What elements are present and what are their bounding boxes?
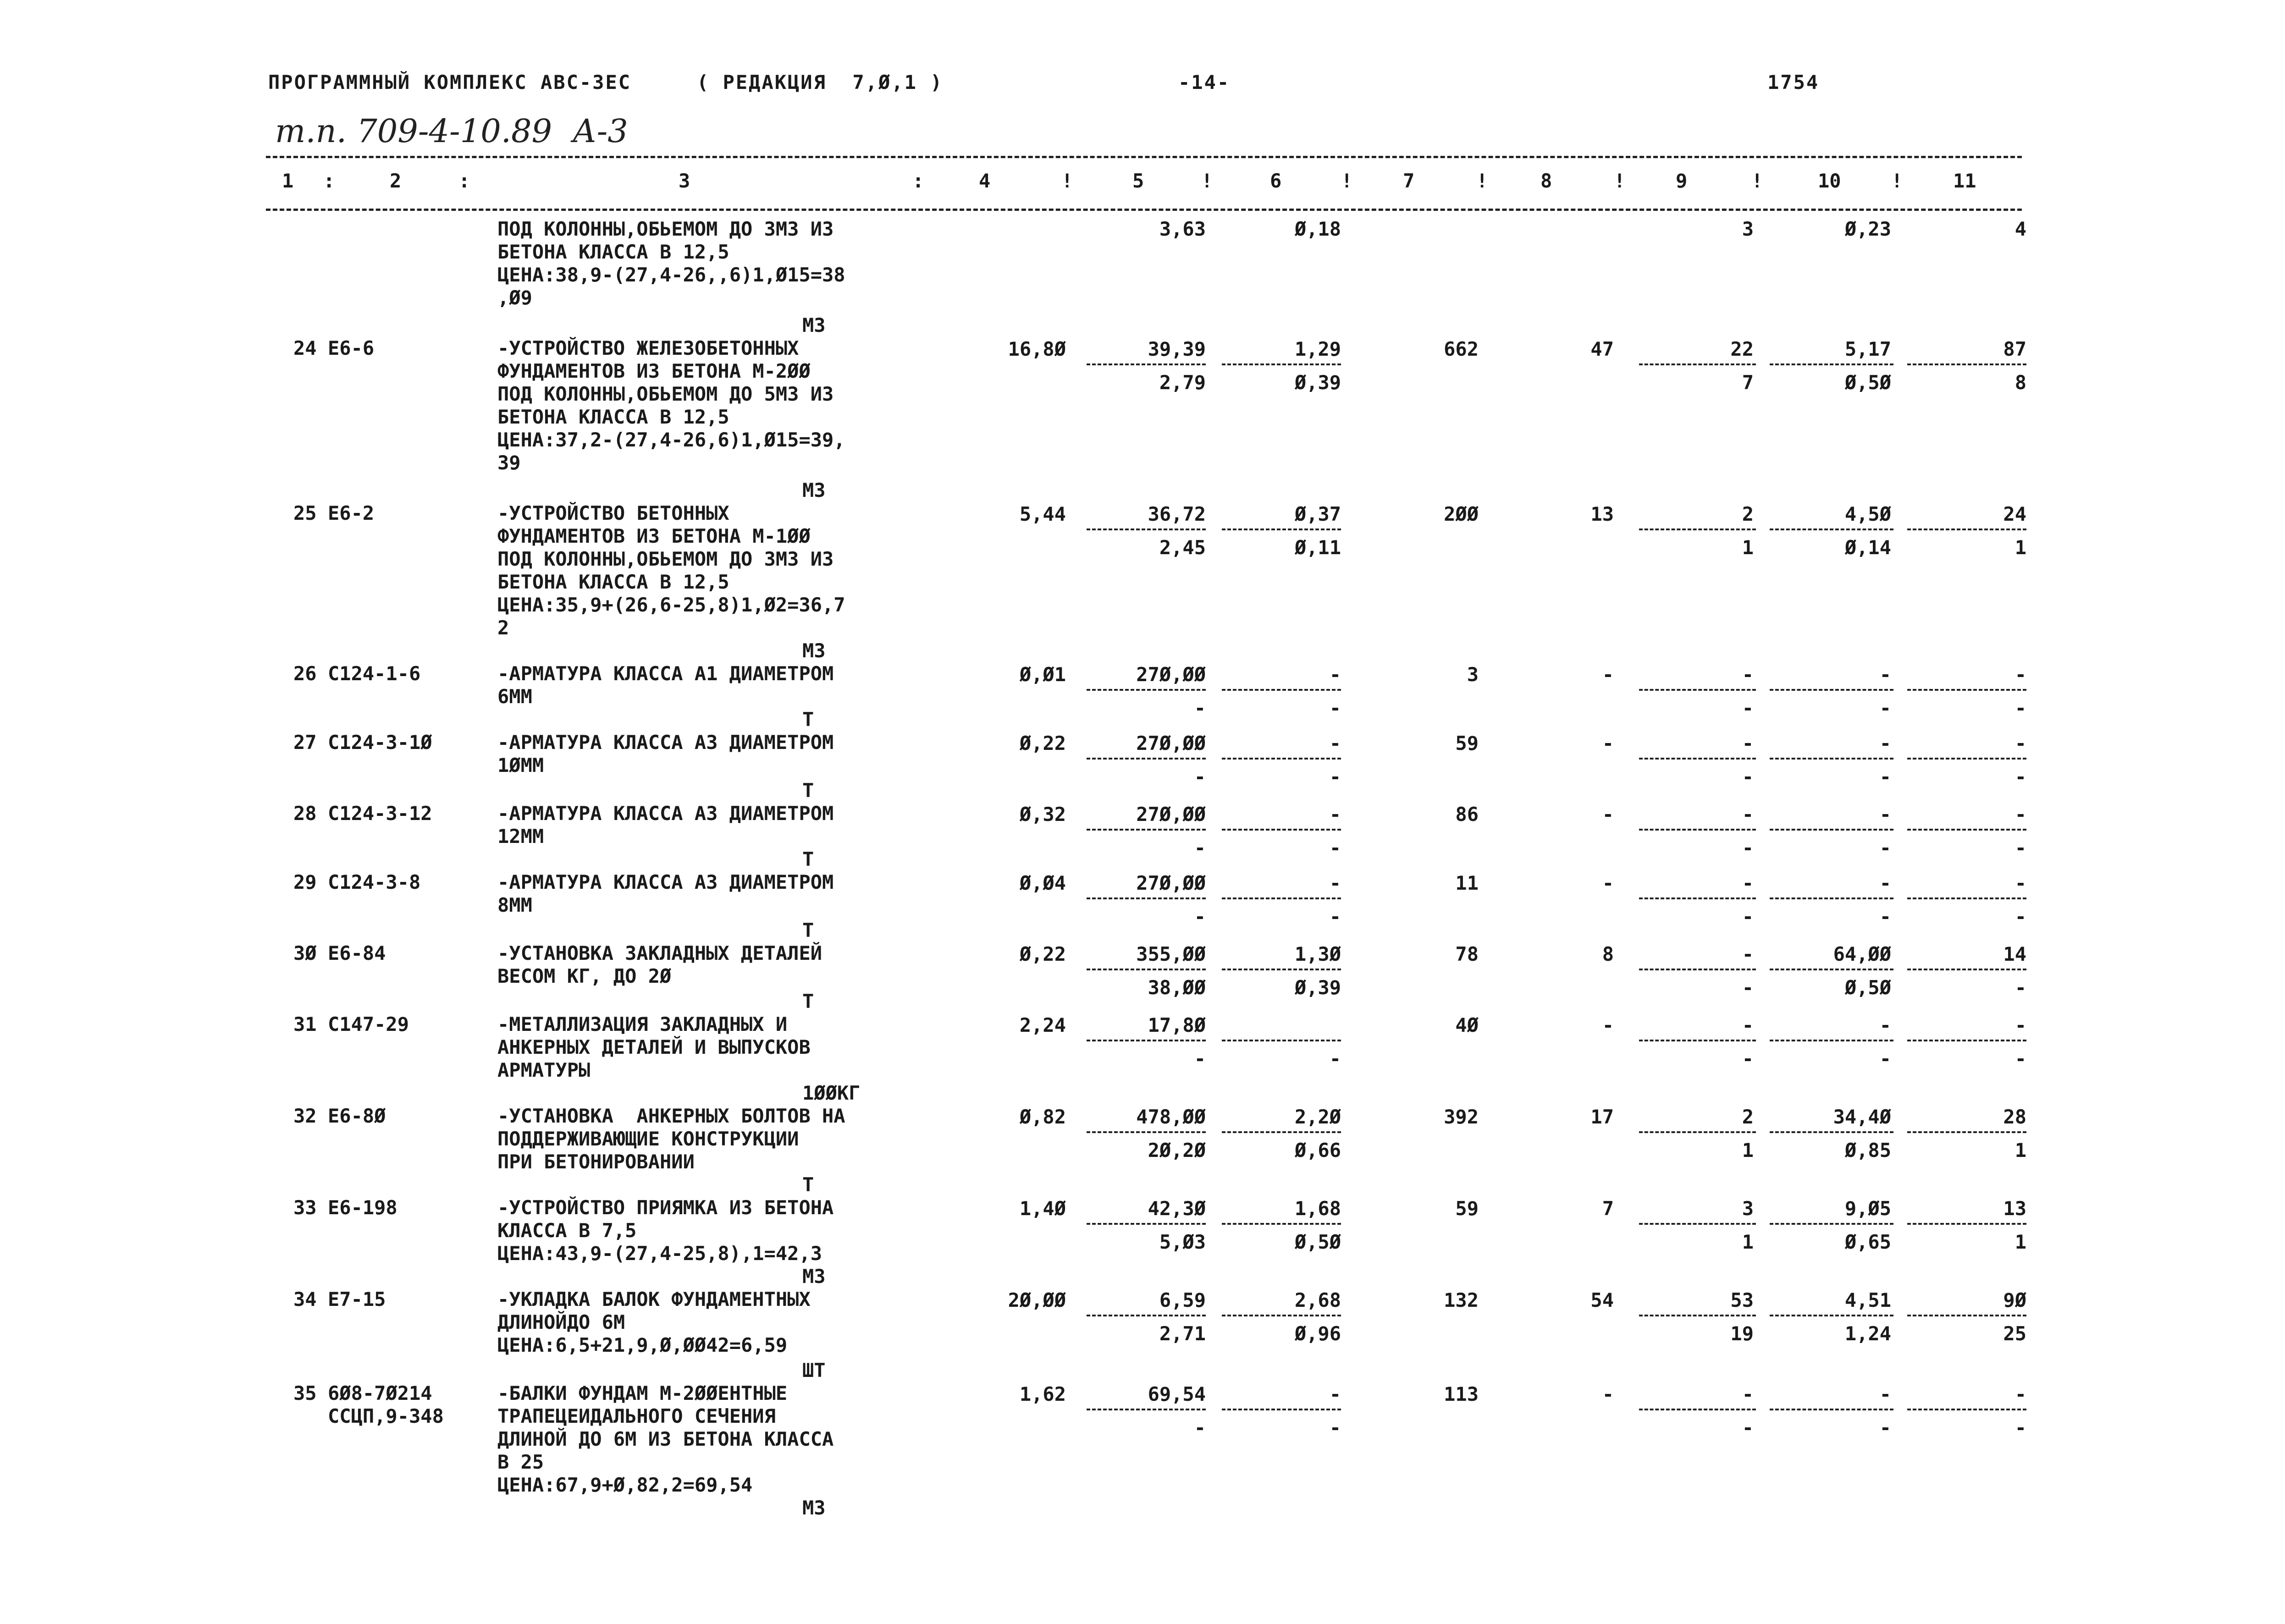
column-header-14: 8 [1540, 170, 1552, 192]
column-header-17: ! [1751, 170, 1763, 192]
value-divider [1907, 1409, 2026, 1410]
row-description: -БАЛКИ ФУНДАМ М-2ØØЕНТНЫЕ ТРАПЕЦЕИДАЛЬНОГО СЕЧЕНИЯ ДЛИНОЙ ДО 6М ИЗ БЕТОНА КЛАССА В 25 ЦЕНА:67,9+Ø,82,2=69,54 [497, 1382, 834, 1496]
value-c9: - [1742, 1383, 1754, 1405]
row-number: 32 [293, 1105, 317, 1127]
value-c10: 34,4Ø [1833, 1106, 1891, 1128]
value-c8: 47 [1590, 338, 1614, 360]
value-divider [1907, 969, 2026, 970]
value-divider [1222, 1223, 1341, 1225]
sub-value-c5: 38,ØØ [1148, 976, 1206, 999]
value-c7: 113 [1444, 1383, 1479, 1405]
row-description: -АРМАТУРА КЛАССА А1 ДИАМЕТРОМ 6ММ [497, 662, 834, 708]
unit-label: М3 [802, 1497, 826, 1519]
sub-value-c9: - [1742, 905, 1754, 928]
unit-label: Т [802, 848, 814, 870]
value-c9: 3 [1742, 1197, 1754, 1220]
sub-value-c5: 2,71 [1159, 1322, 1206, 1345]
value-c4: Ø,Ø4 [1019, 872, 1066, 894]
row-code: Е7-15 [328, 1288, 386, 1310]
sub-value-c6: Ø,66 [1294, 1139, 1341, 1162]
sub-value-c11: - [2015, 1047, 2026, 1070]
value-c8: 17 [1590, 1106, 1614, 1128]
value-c6: - [1329, 732, 1341, 754]
row-description: -УСТАНОВКА АНКЕРНЫХ БОЛТОВ НА ПОДДЕРЖИВАЮЩИЕ КОНСТРУКЦИИ ПРИ БЕТОНИРОВАНИИ [497, 1105, 845, 1173]
sub-value-c6: Ø,96 [1294, 1322, 1341, 1345]
row-number: 33 [293, 1196, 317, 1219]
value-c8: - [1602, 872, 1614, 894]
value-c4: 1,4Ø [1019, 1197, 1066, 1220]
column-header-16: 9 [1676, 170, 1688, 192]
value-divider [1770, 829, 1893, 831]
value-divider [1639, 528, 1756, 530]
value-c4: 1,62 [1019, 1383, 1066, 1405]
sub-value-c5: 2,45 [1159, 536, 1206, 559]
value-c8: - [1602, 803, 1614, 826]
sub-value-c5: 3,63 [1159, 218, 1206, 240]
value-divider [1087, 1131, 1206, 1133]
unit-label: Т [802, 779, 814, 802]
sub-value-c11: - [2015, 697, 2026, 719]
row-code: Е6-8Ø [328, 1105, 386, 1127]
value-c11: 13 [2003, 1197, 2026, 1220]
value-c5: 27Ø,ØØ [1136, 872, 1206, 894]
sub-value-c9: - [1742, 1047, 1754, 1070]
value-c8: 8 [1602, 943, 1614, 965]
value-divider [1770, 1040, 1893, 1041]
sub-value-c10: - [1879, 1047, 1891, 1070]
sub-value-c9: 3 [1742, 218, 1754, 240]
value-divider [1907, 829, 2026, 831]
value-c7: 4Ø [1455, 1014, 1479, 1036]
column-header-5: : [912, 170, 924, 192]
value-divider [1770, 689, 1893, 691]
value-c10: 4,51 [1844, 1289, 1891, 1311]
sub-value-c5: - [1194, 837, 1206, 859]
value-c4: 2Ø,ØØ [1008, 1289, 1066, 1311]
sub-value-c11: - [2015, 765, 2026, 788]
value-divider [1639, 363, 1756, 365]
value-c11: - [2015, 872, 2026, 894]
value-c9: 2 [1742, 503, 1754, 525]
value-c6: 2,2Ø [1294, 1106, 1341, 1128]
value-c11: - [2015, 1383, 2026, 1405]
row-number: 35 [293, 1382, 317, 1404]
value-c7: 59 [1455, 1197, 1479, 1220]
unit-label: Т [802, 919, 814, 941]
row-number: 34 [293, 1288, 317, 1310]
sub-value-c6: Ø,39 [1294, 371, 1341, 394]
column-header-20: 11 [1953, 170, 1976, 192]
value-divider [1222, 1131, 1341, 1133]
sub-value-c9: 19 [1730, 1322, 1754, 1345]
value-c11: 14 [2003, 943, 2026, 965]
sub-value-c6: - [1329, 1047, 1341, 1070]
sub-value-c5: - [1194, 697, 1206, 719]
value-c4: Ø,22 [1019, 732, 1066, 754]
row-number: 29 [293, 871, 317, 893]
value-c5: 17,8Ø [1148, 1014, 1206, 1036]
value-divider [1222, 689, 1341, 691]
value-divider [1087, 1409, 1206, 1410]
value-c11: - [2015, 803, 2026, 826]
sub-value-c9: 7 [1742, 371, 1754, 394]
value-divider [1907, 758, 2026, 760]
value-divider [1222, 969, 1341, 970]
sub-value-c5: 2Ø,2Ø [1148, 1139, 1206, 1162]
row-number: 31 [293, 1013, 317, 1035]
value-c4: Ø,22 [1019, 943, 1066, 965]
sub-value-c10: - [1879, 1416, 1891, 1439]
sub-value-c5: - [1194, 1416, 1206, 1439]
value-divider [1770, 1223, 1893, 1225]
value-divider [1639, 1223, 1756, 1225]
column-header-2: 2 [390, 170, 402, 192]
sub-value-c9: - [1742, 697, 1754, 719]
value-divider [1907, 1315, 2026, 1316]
unit-label: Т [802, 1173, 814, 1196]
row-code: С147-29 [328, 1013, 409, 1035]
row-description: -АРМАТУРА КЛАССА А3 ДИАМЕТРОМ 8ММ [497, 871, 834, 916]
value-c6: 1,68 [1294, 1197, 1341, 1220]
value-c6: - [1329, 872, 1341, 894]
sub-value-c10: - [1879, 837, 1891, 859]
document-number: 1754 [1767, 71, 1820, 94]
unit-label: М3 [802, 314, 826, 336]
value-divider [1770, 897, 1893, 899]
sub-value-c11: 25 [2003, 1322, 2026, 1345]
value-c9: 2 [1742, 1106, 1754, 1128]
row-code: Е6-84 [328, 942, 386, 964]
value-c4: Ø,32 [1019, 803, 1066, 826]
sub-value-c5: - [1194, 1047, 1206, 1070]
value-c7: 59 [1455, 732, 1479, 754]
row-number: 28 [293, 802, 317, 825]
sub-value-c6: - [1329, 765, 1341, 788]
sub-value-c9: - [1742, 1416, 1754, 1439]
value-c9: 22 [1730, 338, 1754, 360]
value-c4: Ø,Ø1 [1019, 663, 1066, 686]
value-c7: 86 [1455, 803, 1479, 826]
value-c10: 64,ØØ [1833, 943, 1891, 965]
column-header-10: 6 [1270, 170, 1282, 192]
value-divider [1770, 528, 1893, 530]
value-c9: - [1742, 872, 1754, 894]
sub-value-c11: 1 [2015, 1139, 2026, 1162]
value-c7: 662 [1444, 338, 1479, 360]
value-c5: 36,72 [1148, 503, 1206, 525]
value-divider [1222, 829, 1341, 831]
value-c9: - [1742, 732, 1754, 754]
value-divider [1222, 897, 1341, 899]
sub-value-c5: 2,79 [1159, 371, 1206, 394]
sub-value-c10: Ø,23 [1844, 218, 1891, 240]
value-divider [1639, 1131, 1756, 1133]
sub-value-c11: 1 [2015, 536, 2026, 559]
value-c6: 1,29 [1294, 338, 1341, 360]
value-divider [1639, 829, 1756, 831]
value-c5: 6,59 [1159, 1289, 1206, 1311]
column-header-3: : [458, 170, 470, 192]
value-divider [1907, 1131, 2026, 1133]
column-header-6: 4 [979, 170, 991, 192]
value-divider [1770, 1131, 1893, 1133]
unit-label: М3 [802, 639, 826, 662]
value-c10: - [1879, 1014, 1891, 1036]
sub-value-c10: Ø,14 [1844, 536, 1891, 559]
sub-value-c10: - [1879, 697, 1891, 719]
program-title: ПРОГРАММНЫЙ КОМПЛЕКС АВС-3ЕС [268, 71, 632, 94]
row-number: 27 [293, 731, 317, 754]
value-c10: 9,Ø5 [1844, 1197, 1891, 1220]
column-header-4: 3 [679, 170, 690, 192]
value-c10: - [1879, 803, 1891, 826]
page-number: -14- [1178, 71, 1231, 94]
value-divider [1222, 1315, 1341, 1316]
value-c8: 54 [1590, 1289, 1614, 1311]
value-divider [1222, 1409, 1341, 1410]
row-description: -УСТРОЙСТВО ПРИЯМКА ИЗ БЕТОНА КЛАССА В 7,5 ЦЕНА:43,9-(27,4-25,8),1=42,3 [497, 1196, 834, 1265]
value-c11: - [2015, 1014, 2026, 1036]
value-divider [1087, 528, 1206, 530]
sub-value-c9: - [1742, 765, 1754, 788]
value-divider [1770, 969, 1893, 970]
value-c8: - [1602, 1014, 1614, 1036]
unit-label: Т [802, 708, 814, 731]
row-description: -УСТРОЙСТВО ЖЕЛЕЗОБЕТОННЫХ ФУНДАМЕНТОВ ИЗ БЕТОНА М-2ØØ ПОД КОЛОННЫ,ОБЬЕМОМ ДО 5М3 ИЗ БЕТОНА КЛАССА В 12,5 ЦЕНА:37,2-(27,4-26,6)1,Ø15=39, 39 [497, 337, 845, 474]
sub-value-c6: - [1329, 697, 1341, 719]
value-divider [1639, 1315, 1756, 1316]
value-c8: - [1602, 732, 1614, 754]
row-description: -УКЛАДКА БАЛОК ФУНДАМЕНТНЫХ ДЛИНОЙДО 6М ЦЕНА:6,5+21,9,Ø,ØØ42=6,59 [497, 1288, 811, 1356]
value-c11: 9Ø [2003, 1289, 2026, 1311]
sub-value-c9: 1 [1742, 1231, 1754, 1253]
row-description: -МЕТАЛЛИЗАЦИЯ ЗАКЛАДНЫХ И АНКЕРНЫХ ДЕТАЛЕЙ И ВЫПУСКОВ АРМАТУРЫ [497, 1013, 811, 1081]
value-divider [1087, 969, 1206, 970]
value-divider [1770, 1409, 1893, 1410]
sub-value-c11: - [2015, 905, 2026, 928]
value-divider [1770, 758, 1893, 760]
value-c7: 3 [1467, 663, 1479, 686]
value-c6: Ø,37 [1294, 503, 1341, 525]
sub-value-c10: 1,24 [1844, 1322, 1891, 1345]
value-c4: 2,24 [1019, 1014, 1066, 1036]
row-description: -АРМАТУРА КЛАССА А3 ДИАМЕТРОМ 12ММ [497, 802, 834, 848]
value-c9: - [1742, 1014, 1754, 1036]
sub-value-c6: Ø,5Ø [1294, 1231, 1341, 1253]
sub-value-c6: Ø,39 [1294, 976, 1341, 999]
value-divider [1770, 1315, 1893, 1316]
row-code: С124-1-6 [328, 662, 421, 685]
unit-label: ШТ [802, 1359, 826, 1382]
sub-value-c5: - [1194, 905, 1206, 928]
row-description: -УСТРОЙСТВО БЕТОННЫХ ФУНДАМЕНТОВ ИЗ БЕТОНА М-1ØØ ПОД КОЛОННЫ,ОБЬЕМОМ ДО 3М3 ИЗ БЕТОНА КЛАССА В 12,5 ЦЕНА:35,9+(26,6-25,8)1,Ø2=36,7 2 [497, 502, 845, 639]
value-c5: 478,ØØ [1136, 1106, 1206, 1128]
column-header-8: 5 [1132, 170, 1144, 192]
value-c10: - [1879, 663, 1891, 686]
value-c4: Ø,82 [1019, 1106, 1066, 1128]
value-c9: - [1742, 803, 1754, 826]
row-code: Е6-2 [328, 502, 375, 524]
column-header-15: ! [1614, 170, 1626, 192]
value-c5: 42,3Ø [1148, 1197, 1206, 1220]
value-c8: 13 [1590, 503, 1614, 525]
value-divider [1907, 1223, 2026, 1225]
sub-value-c11: - [2015, 976, 2026, 999]
value-c7: 392 [1444, 1106, 1479, 1128]
value-c8: - [1602, 663, 1614, 686]
value-divider [1639, 897, 1756, 899]
row-number: 26 [293, 662, 317, 685]
value-c5: 69,54 [1148, 1383, 1206, 1405]
value-divider [1639, 1040, 1756, 1041]
row-description: -АРМАТУРА КЛАССА А3 ДИАМЕТРОМ 1ØММ [497, 731, 834, 776]
value-c7: 78 [1455, 943, 1479, 965]
row-code: Е6-198 [328, 1196, 397, 1219]
sub-value-c11: - [2015, 1416, 2026, 1439]
value-divider [1770, 363, 1893, 365]
column-header-9: ! [1201, 170, 1213, 192]
sub-value-c10: Ø,65 [1844, 1231, 1891, 1253]
value-divider [1639, 969, 1756, 970]
value-c5: 27Ø,ØØ [1136, 663, 1206, 686]
value-c10: - [1879, 1383, 1891, 1405]
sub-value-c6: - [1329, 1416, 1341, 1439]
sub-value-c5: - [1194, 765, 1206, 788]
value-c10: 4,5Ø [1844, 503, 1891, 525]
value-c5: 39,39 [1148, 338, 1206, 360]
row-description: -УСТАНОВКА ЗАКЛАДНЫХ ДЕТАЛЕЙ ВЕСОМ КГ, ДО 2Ø [497, 942, 822, 987]
value-c10: 5,17 [1844, 338, 1891, 360]
header-bottom-rule [266, 209, 2022, 211]
value-divider [1907, 1040, 2026, 1041]
sub-value-c10: Ø,5Ø [1844, 976, 1891, 999]
value-c4: 5,44 [1019, 503, 1066, 525]
value-c5: 27Ø,ØØ [1136, 803, 1206, 826]
sub-value-c10: Ø,85 [1844, 1139, 1891, 1162]
sub-value-c11: - [2015, 837, 2026, 859]
sub-value-c11: 4 [2015, 218, 2026, 240]
value-c7: 11 [1455, 872, 1479, 894]
value-c5: 355,ØØ [1136, 943, 1206, 965]
value-divider [1087, 363, 1206, 365]
column-header-11: ! [1341, 170, 1353, 192]
sub-value-c9: 1 [1742, 1139, 1754, 1162]
value-divider [1087, 758, 1206, 760]
value-divider [1087, 897, 1206, 899]
value-divider [1222, 363, 1341, 365]
value-c7: 132 [1444, 1289, 1479, 1311]
row-description: ПОД КОЛОННЫ,ОБЬЕМОМ ДО 3М3 ИЗ БЕТОНА КЛАССА В 12,5 ЦЕНА:38,9-(27,4-26,,6)1,Ø15=38 ,Ø9 [497, 218, 845, 309]
value-divider [1087, 1223, 1206, 1225]
column-header-18: 10 [1818, 170, 1841, 192]
sub-value-c9: 1 [1742, 536, 1754, 559]
value-c9: - [1742, 943, 1754, 965]
row-number: 24 [293, 337, 317, 359]
value-c11: 24 [2003, 503, 2026, 525]
value-c6: 1,3Ø [1294, 943, 1341, 965]
unit-label: М3 [802, 1265, 826, 1288]
row-number: 3Ø [293, 942, 317, 964]
value-divider [1087, 1315, 1206, 1316]
value-divider [1639, 1409, 1756, 1410]
edition: ( РЕДАКЦИЯ 7,Ø,1 ) [697, 71, 944, 94]
value-c10: - [1879, 872, 1891, 894]
value-divider [1222, 758, 1341, 760]
value-divider [1087, 689, 1206, 691]
value-c6: 2,68 [1294, 1289, 1341, 1311]
value-divider [1639, 689, 1756, 691]
sub-value-c11: 8 [2015, 371, 2026, 394]
value-c11: 28 [2003, 1106, 2026, 1128]
sub-value-c6: - [1329, 905, 1341, 928]
unit-label: 1ØØКГ [802, 1082, 861, 1104]
sub-value-c6: Ø,18 [1294, 218, 1341, 240]
sub-value-c6: - [1329, 837, 1341, 859]
column-header-1: : [323, 170, 335, 192]
value-c9: - [1742, 663, 1754, 686]
sub-value-c10: Ø,5Ø [1844, 371, 1891, 394]
handwritten-reference: т.п. 709-4-10.89 А-3 [275, 112, 628, 150]
column-header-12: 7 [1403, 170, 1415, 192]
value-c11: - [2015, 663, 2026, 686]
value-divider [1907, 689, 2026, 691]
value-divider [1907, 363, 2026, 365]
value-c6: - [1329, 1383, 1341, 1405]
value-c5: 27Ø,ØØ [1136, 732, 1206, 754]
sub-value-c6: Ø,11 [1294, 536, 1341, 559]
column-header-7: ! [1061, 170, 1073, 192]
sub-value-c10: - [1879, 905, 1891, 928]
value-divider [1087, 1040, 1206, 1041]
sub-value-c5: 5,Ø3 [1159, 1231, 1206, 1253]
value-c8: - [1602, 1383, 1614, 1405]
sub-value-c9: - [1742, 976, 1754, 999]
sub-value-c9: - [1742, 837, 1754, 859]
value-c10: - [1879, 732, 1891, 754]
value-c8: 7 [1602, 1197, 1614, 1220]
value-c11: - [2015, 732, 2026, 754]
row-number: 25 [293, 502, 317, 524]
value-c4: 16,8Ø [1008, 338, 1066, 360]
value-c6: - [1329, 663, 1341, 686]
value-c7: 2ØØ [1444, 503, 1479, 525]
value-divider [1087, 829, 1206, 831]
column-header-0: 1 [282, 170, 294, 192]
unit-label: М3 [802, 479, 826, 501]
value-divider [1907, 528, 2026, 530]
value-c9: 53 [1730, 1289, 1754, 1311]
value-c11: 87 [2003, 338, 2026, 360]
row-code: 6Ø8-7Ø214 ССЦП,9-348 [328, 1382, 444, 1427]
row-code: С124-3-1Ø [328, 731, 432, 754]
value-divider [1907, 897, 2026, 899]
unit-label: Т [802, 990, 814, 1013]
value-divider [1222, 1040, 1341, 1041]
row-code: С124-3-12 [328, 802, 432, 825]
value-c6: - [1329, 803, 1341, 826]
value-divider [1639, 758, 1756, 760]
row-code: С124-3-8 [328, 871, 421, 893]
column-header-19: ! [1891, 170, 1903, 192]
value-divider [1222, 528, 1341, 530]
column-header-13: ! [1476, 170, 1488, 192]
sub-value-c11: 1 [2015, 1231, 2026, 1253]
top-rule [266, 156, 2022, 158]
row-code: Е6-6 [328, 337, 375, 359]
sub-value-c10: - [1879, 765, 1891, 788]
